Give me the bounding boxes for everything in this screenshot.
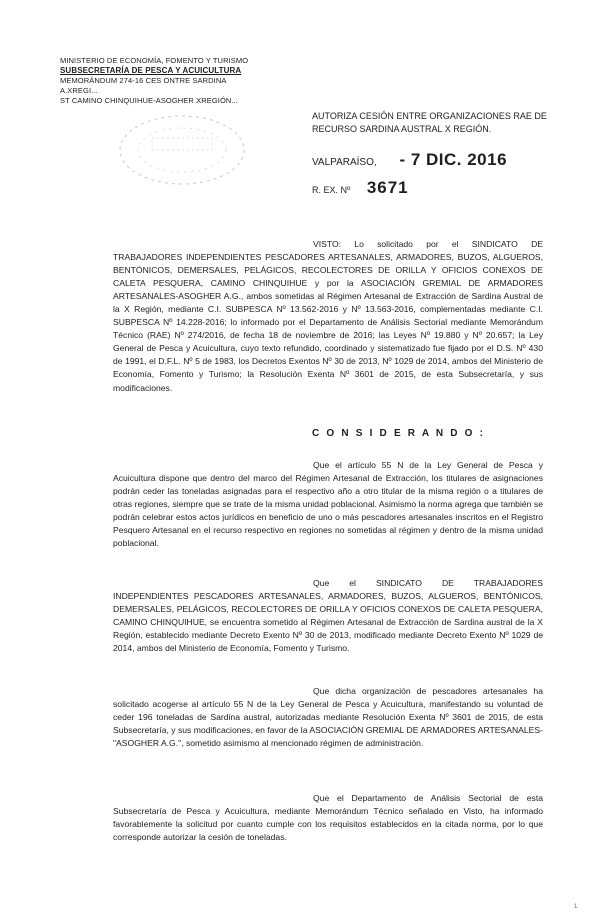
letterhead	[60, 56, 260, 106]
document-subject: AUTORIZA CESIÓN ENTRE ORGANIZACIONES RAE DE RECURSO SARDINA AUSTRAL X REGIÓN.	[312, 111, 547, 134]
reference-line-2: ST CAMINO CHINQUIHUE-ASOGHER XREGIÓN...	[60, 96, 238, 105]
reference-line-1: MEMORÁNDUM 274-16 CES ONTRE SARDINA A.XREGI...	[60, 76, 227, 95]
page-number: 1	[574, 904, 578, 910]
visto-text: Lo solicitado por el SINDICATO DE TRABAJADORES INDEPENDIENTES PESCADORES ARTESANALES, ARMADORES, BUZOS, ALGUEROS, BENTÓNICOS, DEMERSALES, PELÁGICOS, RECOLECTORES DE ORILLA Y OFICIOS CONEXOS DE CALETA PESQUERA, CAMINO CHINQUIHUE y por la ASOCIACIÓN GREMIAL DE ARMADORES ARTESANALES-ASOGHER A.G., ambos sometidas al Régimen Artesanal de Extracción de Sardina Austral de la X Región, mediante C.I. SUBPESCA Nº 13.562-2016 y Nº 13.563-2016, complementadas mediante C.I. SUBPESCA Nº 14.228-2016; lo informado por el Departamento de Análisis Sectorial mediante Memorándum Técnico (RAE) Nº 274/2016, de fecha 18 de noviembre de 2016; las Leyes Nº 19.880 y Nº 20.657; la Ley General de Pesca y Acuicultura, cuyo texto refundido, coordinado y sistematizado fue fijado por el D.S. Nº 430 de 1991, el D.F.L. Nº 5 de 1983, los Decretos Exentos Nº 30 de 2013, Nº 1029 de 2014, ambos del Ministerio de Economía, Fomento y Turismo; la Resolución Exenta Nº 3601 de 2015, de esta Subsecretaría, y sus modificaciones.	[113, 239, 544, 393]
considerando-paragraph-4: Que el Departamento de Análisis Sectorial de esta Subsecretaría de Pesca y Acuicultura, mediante Memorándum Técnico señalado en Visto, ha informado favorablemente la solicitud por cuanto cumple con los requisitos establecidos en la citada norma, por lo que corresponde autorizar la cesión de toneladas.	[113, 793, 543, 843]
date: - 7 DIC. 2016	[399, 150, 508, 169]
considerando-heading: C O N S I D E R A N D O :	[312, 428, 486, 439]
faded-stamp-icon	[112, 108, 252, 193]
visto-label: VISTO:	[313, 239, 342, 249]
ministry-name: MINISTERIO DE ECONOMÍA, FOMENTO Y TURISMO	[60, 56, 249, 65]
rex-number: 3671	[366, 178, 409, 197]
considerando-paragraph-3: Que dicha organización de pescadores artesanales ha solicitado acogerse al artículo 55 N de la Ley General de Pesca y Acuicultura, manifestando su voluntad de ceder 196 toneladas de Sardina austral, autorizadas mediante Resolución Exenta Nº 3601 de 2015, de esta Subsecretaría, y sus modificaciones, en favor de la ASOCIACIÓN GREMIAL DE ARMADORES ARTESANALES-"ASOGHER A.G.", sometido asimismo al mencionado régimen de administración.	[113, 686, 543, 749]
subsecretaria-name: SUBSECRETARÍA DE PESCA Y ACUICULTURA	[60, 66, 242, 75]
resolution-number	[312, 178, 409, 198]
rex-label: R. EX. Nº	[312, 185, 351, 195]
considerando-paragraph-1: Que el artículo 55 N de la Ley General de Pesca y Acuicultura dispone que dentro del marco del Régimen Artesanal de Extracción, los titulares de asignaciones podrán ceder las toneladas asignadas para el respectivo año a otro titular de la misma región o a titulares de otras regiones, siempre que se trate de la misma unidad poblacional. Asimismo la norma agrega que también se podrán celebrar estos actos jurídicos en beneficio de uno o más pescadores artesanales inscritos en el Registro Pesquero Artesanal en el recurso respectivo en regiones no sometidas al régimen y dentro de la misma unidad poblacional.	[113, 460, 543, 549]
place-date	[312, 150, 507, 170]
place: VALPARAÍSO,	[312, 157, 377, 168]
visto-paragraph	[113, 238, 543, 395]
considerando-paragraph-2: Que el SINDICATO DE TRABAJADORES INDEPENDIENTES PESCADORES ARTESANALES, ARMADORES, BUZOS, ALGUEROS, BENTÓNICOS, DEMERSALES, PELÁGICOS, RECOLECTORES DE ORILLA Y OFICIOS CONEXOS DE CALETA PESQUERA, CAMINO CHINQUIHUE, se encuentra sometido al Régimen Artesanal de Extracción de Sardina austral de la X Región, establecido mediante Decreto Exento Nº 30 de 2013, modificado mediante Decreto Exento Nº 1029 de 2014, ambos del Ministerio de Economía, Fomento y Turismo.	[113, 578, 543, 654]
